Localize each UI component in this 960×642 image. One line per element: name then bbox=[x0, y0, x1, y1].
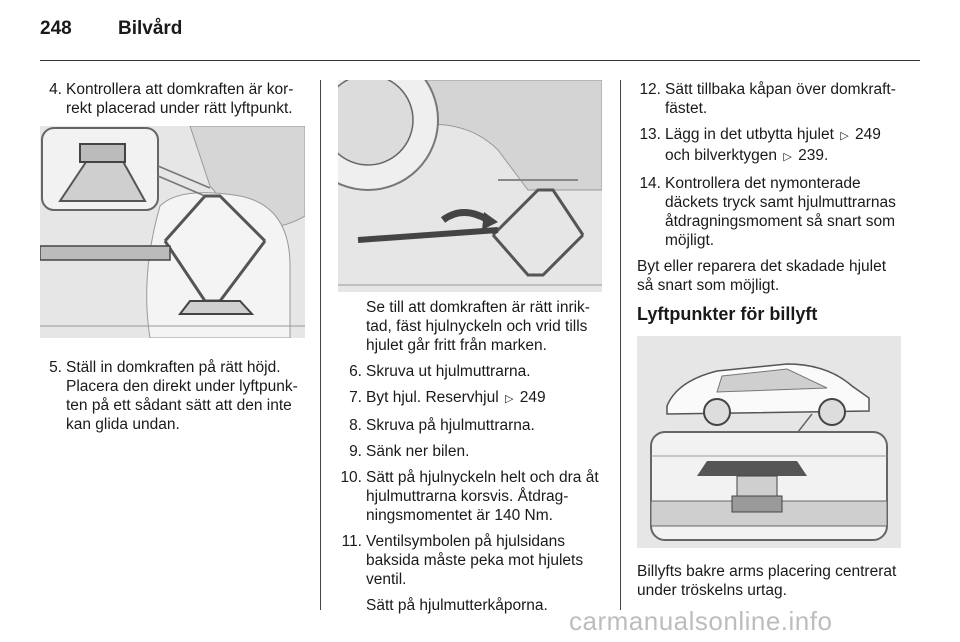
step-14 bbox=[637, 174, 927, 250]
header-rule bbox=[40, 60, 920, 61]
step-6 bbox=[338, 362, 608, 381]
step-number: 12. bbox=[639, 81, 661, 98]
arrow-reference-icon: ▷ bbox=[840, 130, 849, 142]
step-text: och bilverktygen bbox=[665, 147, 778, 164]
column-3 bbox=[637, 80, 927, 610]
step-text-line: ningsmomentet är 140 Nm. bbox=[366, 507, 553, 524]
section-title: Bilvård bbox=[118, 18, 183, 39]
column-divider-2 bbox=[620, 80, 621, 610]
page-reference: 249 bbox=[519, 389, 546, 406]
car-lift-points-illustration bbox=[637, 336, 901, 548]
step-text-line: Ställ in domkraften på rätt höjd. bbox=[66, 359, 281, 376]
step-text-line: Sänk ner bilen. bbox=[366, 443, 470, 460]
step-number: 10. bbox=[340, 469, 362, 486]
step-number: 11. bbox=[341, 533, 362, 550]
step-number: 7. bbox=[349, 389, 362, 406]
step-number: 4. bbox=[49, 81, 62, 98]
step-number: 8. bbox=[349, 417, 362, 434]
watermark: carmanualsonline.info bbox=[569, 606, 833, 636]
step-text-line: ten på ett sådant sätt att den inte bbox=[66, 397, 292, 414]
instruction-line: hjulet går fritt från marken. bbox=[366, 337, 547, 354]
step-text-line: Skruva ut hjulmuttrarna. bbox=[366, 363, 531, 380]
column-divider-1 bbox=[320, 80, 321, 610]
step-7 bbox=[338, 388, 608, 409]
page-reference: 239. bbox=[798, 147, 829, 164]
jack-placement-illustration bbox=[40, 126, 305, 338]
step-text: Byt hjul. Reservhjul bbox=[366, 389, 499, 406]
step-text-line: däckets tryck samt hjulmuttrarnas bbox=[665, 194, 896, 211]
step-5 bbox=[40, 358, 305, 434]
step-text-line: hjulmuttrarna korsvis. Åtdrag- bbox=[366, 488, 569, 505]
step-text: Lägg in det utbytta hjulet bbox=[665, 126, 834, 143]
step-text-line: Sätt tillbaka kåpan över domkraft- bbox=[665, 81, 896, 98]
column-1 bbox=[40, 80, 305, 441]
paragraph-line: så snart som möjligt. bbox=[637, 277, 780, 294]
step-text-line: baksida måste peka mot hjulets bbox=[366, 552, 584, 569]
arrow-reference-icon: ▷ bbox=[783, 151, 792, 163]
step-text-line: Placera den direkt under lyftpunk- bbox=[66, 378, 298, 395]
instruction-line: tad, fäst hjulnyckeln och vrid tills bbox=[366, 318, 588, 335]
step-number: 6. bbox=[349, 363, 362, 380]
step-number: 5. bbox=[49, 359, 62, 376]
step-text-line: ventil. bbox=[366, 571, 407, 588]
step-text-line: möjligt. bbox=[665, 232, 715, 249]
step-number: 13. bbox=[639, 126, 661, 143]
crank-instruction bbox=[338, 298, 608, 355]
step-number: 14. bbox=[639, 175, 661, 192]
step-text-line: Sätt på hjulnyckeln helt och dra åt bbox=[366, 469, 599, 486]
step-text-line: rekt placerad under rätt lyftpunkt. bbox=[66, 100, 293, 117]
step-number: 9. bbox=[349, 443, 362, 460]
step-12 bbox=[637, 80, 927, 118]
step-8 bbox=[338, 416, 608, 435]
step-text-line: Skruva på hjulmuttrarna. bbox=[366, 417, 535, 434]
step-text-line: kan glida undan. bbox=[66, 416, 180, 433]
step-text-line: fästet. bbox=[665, 100, 708, 117]
step-text-line: åtdragningsmoment så snart som bbox=[665, 213, 896, 230]
step-text-line: Kontrollera att domkraften är kor- bbox=[66, 81, 294, 98]
jack-crank-figure bbox=[338, 80, 602, 292]
lift-points-heading: Lyftpunkter för billyft bbox=[637, 304, 818, 324]
car-lift-figure bbox=[637, 336, 901, 548]
page-reference: 249 bbox=[855, 126, 881, 143]
column-2 bbox=[338, 80, 608, 622]
step-extra-line: Sätt på hjulmutterkåporna. bbox=[366, 597, 548, 614]
instruction-line: Se till att domkraften är rätt inrik- bbox=[366, 299, 590, 316]
step-text-line: Kontrollera det nymonterade bbox=[665, 175, 861, 192]
jack-crank-illustration bbox=[338, 80, 602, 292]
step-13 bbox=[637, 125, 927, 167]
figure-caption bbox=[637, 562, 927, 600]
step-9 bbox=[338, 442, 608, 461]
step-11 bbox=[338, 532, 608, 615]
page-number: 248 bbox=[40, 18, 72, 39]
step-10 bbox=[338, 468, 608, 525]
arrow-reference-icon: ▷ bbox=[504, 393, 514, 405]
jack-placement-figure bbox=[40, 126, 305, 338]
step-text-line: Ventilsymbolen på hjulsidans bbox=[366, 533, 566, 550]
caption-line: Billyfts bakre arms placering centrerat bbox=[637, 563, 897, 580]
caption-line: under tröskelns urtag. bbox=[637, 582, 787, 599]
repair-paragraph bbox=[637, 257, 927, 295]
step-4 bbox=[40, 80, 305, 118]
paragraph-line: Byt eller reparera det skadade hjulet bbox=[637, 258, 887, 275]
